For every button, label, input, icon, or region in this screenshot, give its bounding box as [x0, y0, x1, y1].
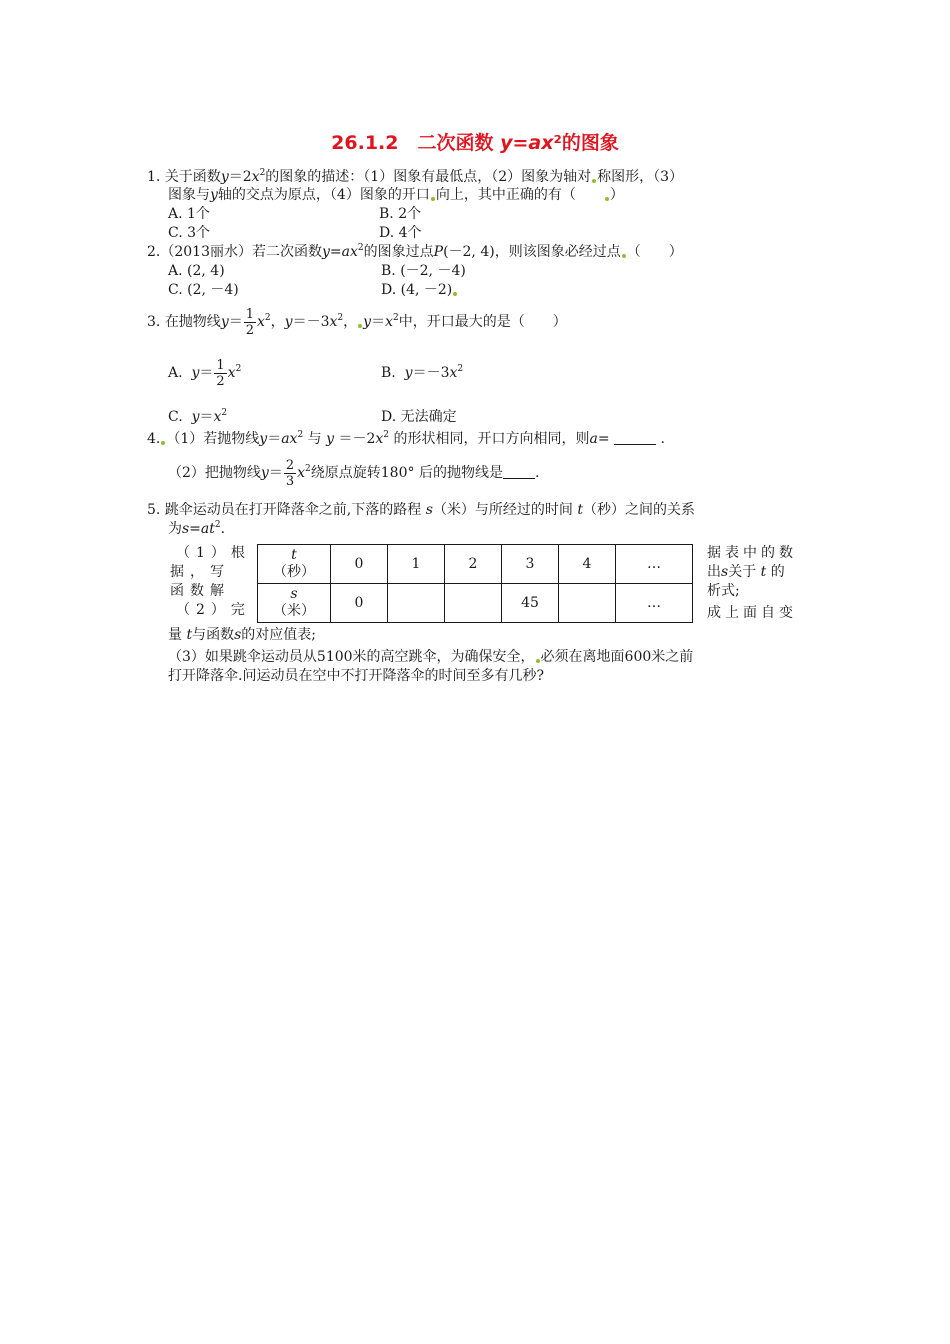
q1-option-d: D. 4个 — [379, 225, 422, 241]
q5-right-text-3: 析式; — [707, 583, 740, 599]
q5-line1: 5. 跳伞运动员在打开降落伞之前,下落的路程 s（米）与所经过的时间 t（秒）之间的关系 — [147, 502, 695, 518]
q5-right-text-1: 据表中的数 — [707, 545, 797, 561]
marker-dot — [605, 197, 609, 201]
marker-dot — [622, 254, 626, 258]
table-cell: 4 — [559, 545, 616, 584]
q5-left-text-4: （2）完 — [176, 602, 251, 618]
table-head-s: s （米） — [258, 584, 331, 623]
fraction-one-half: $\frac{1}{2}$ — [216, 357, 225, 389]
page-title: 26.1.2 二次函数 y=ax²的图象 — [331, 132, 619, 154]
marker-dot — [592, 179, 596, 183]
answer-blank[interactable] — [614, 430, 656, 445]
table-row — [258, 545, 693, 584]
q5-left-text-3: 函数解 — [170, 583, 230, 599]
table-head-t: t （秒） — [258, 545, 331, 584]
marker-dot — [358, 324, 362, 328]
q3-option-a: A. y＝ $\frac{1}{2}$ $x^2$ — [168, 357, 242, 389]
table-cell: … — [616, 545, 693, 584]
q1-line1: 1. 关于函数$y=2x^2$的图象的描述：（1）图象有最低点，（2）图象为轴对 称图形，（3） — [147, 168, 684, 185]
q5-line-after-table: 量 t与函数s的对应值表; — [168, 627, 316, 643]
table-cell-blank[interactable] — [388, 584, 445, 623]
q3-option-c: C. $y=x^2$ — [168, 408, 228, 425]
q1-option-c: C. 3个 — [168, 225, 211, 241]
q5-part3-line1: （3）如果跳伞运动员从5100米的高空跳伞，为确保安全， 必须在离地面600米之前 — [168, 649, 694, 665]
table-cell-blank[interactable] — [445, 584, 502, 623]
q1-option-b: B. 2个 — [379, 206, 422, 222]
q2-line1: 2.（2013丽水）若二次函数$y=ax^2$的图象过点P(－2, 4)，则该图象必经过点 （ ） — [147, 243, 683, 260]
q2-option-a: A. (2, 4) — [168, 263, 225, 279]
table-row — [258, 584, 693, 623]
q1-option-a: A. 1个 — [168, 206, 210, 222]
marker-dot — [453, 292, 457, 296]
q1-line2: 图象与y轴的交点为原点，（4）图象的开口 向上，其中正确的有（ ） — [168, 187, 624, 203]
q5-right-text-2: 出s关于 t 的 — [707, 564, 785, 580]
table-cell-blank[interactable] — [559, 584, 616, 623]
q2-option-d: D. (4, －2) — [381, 281, 458, 299]
q3-option-b: B. $y=-3x^2$ — [381, 364, 464, 381]
table-cell: … — [616, 584, 693, 623]
value-table — [257, 544, 693, 623]
q5-left-text-2: 据，写 — [170, 564, 230, 580]
table-cell: 2 — [445, 545, 502, 584]
q2-option-c: C. (2, －4) — [168, 282, 239, 298]
table-cell: 1 — [388, 545, 445, 584]
q4-part1: 4. （1）若抛物线$y=ax^2$ 与 $y =-2x^2$ 的形状相同，开口方向相同，则a= . — [147, 430, 665, 447]
marker-dot — [161, 441, 165, 445]
q4-part2: （2）把抛物线y＝ $\frac{2}{3}$ $x^2$绕原点旋转180° 后的抛物线是 . — [168, 457, 540, 489]
q5-right-text-4: 成上面自变 — [707, 605, 797, 621]
q3-line1: 3. 在抛物线y＝ $\frac{1}{2}$ $x^2$，$y=-3x^2$， $y=x^2$中，开口最大的是（ ） — [147, 306, 567, 338]
table-cell: 0 — [331, 584, 388, 623]
table-cell: 45 — [502, 584, 559, 623]
table-cell: 0 — [331, 545, 388, 584]
marker-dot — [431, 197, 435, 201]
fraction-one-half: $\frac{1}{2}$ — [245, 306, 255, 338]
answer-blank[interactable] — [503, 464, 535, 479]
fraction-two-thirds: $\frac{2}{3}$ — [285, 457, 295, 489]
marker-dot — [536, 659, 540, 663]
q5-part3-line2: 打开降落伞.问运动员在空中不打开降落伞的时间至多有几秒? — [168, 668, 544, 684]
q5-line2: 为$s=at^2$. — [168, 520, 226, 537]
q2-option-b: B. (－2, －4) — [381, 263, 466, 279]
q5-left-text-1: （1）根 — [176, 545, 251, 561]
q3-option-d: D. 无法确定 — [381, 409, 457, 425]
table-cell: 3 — [502, 545, 559, 584]
